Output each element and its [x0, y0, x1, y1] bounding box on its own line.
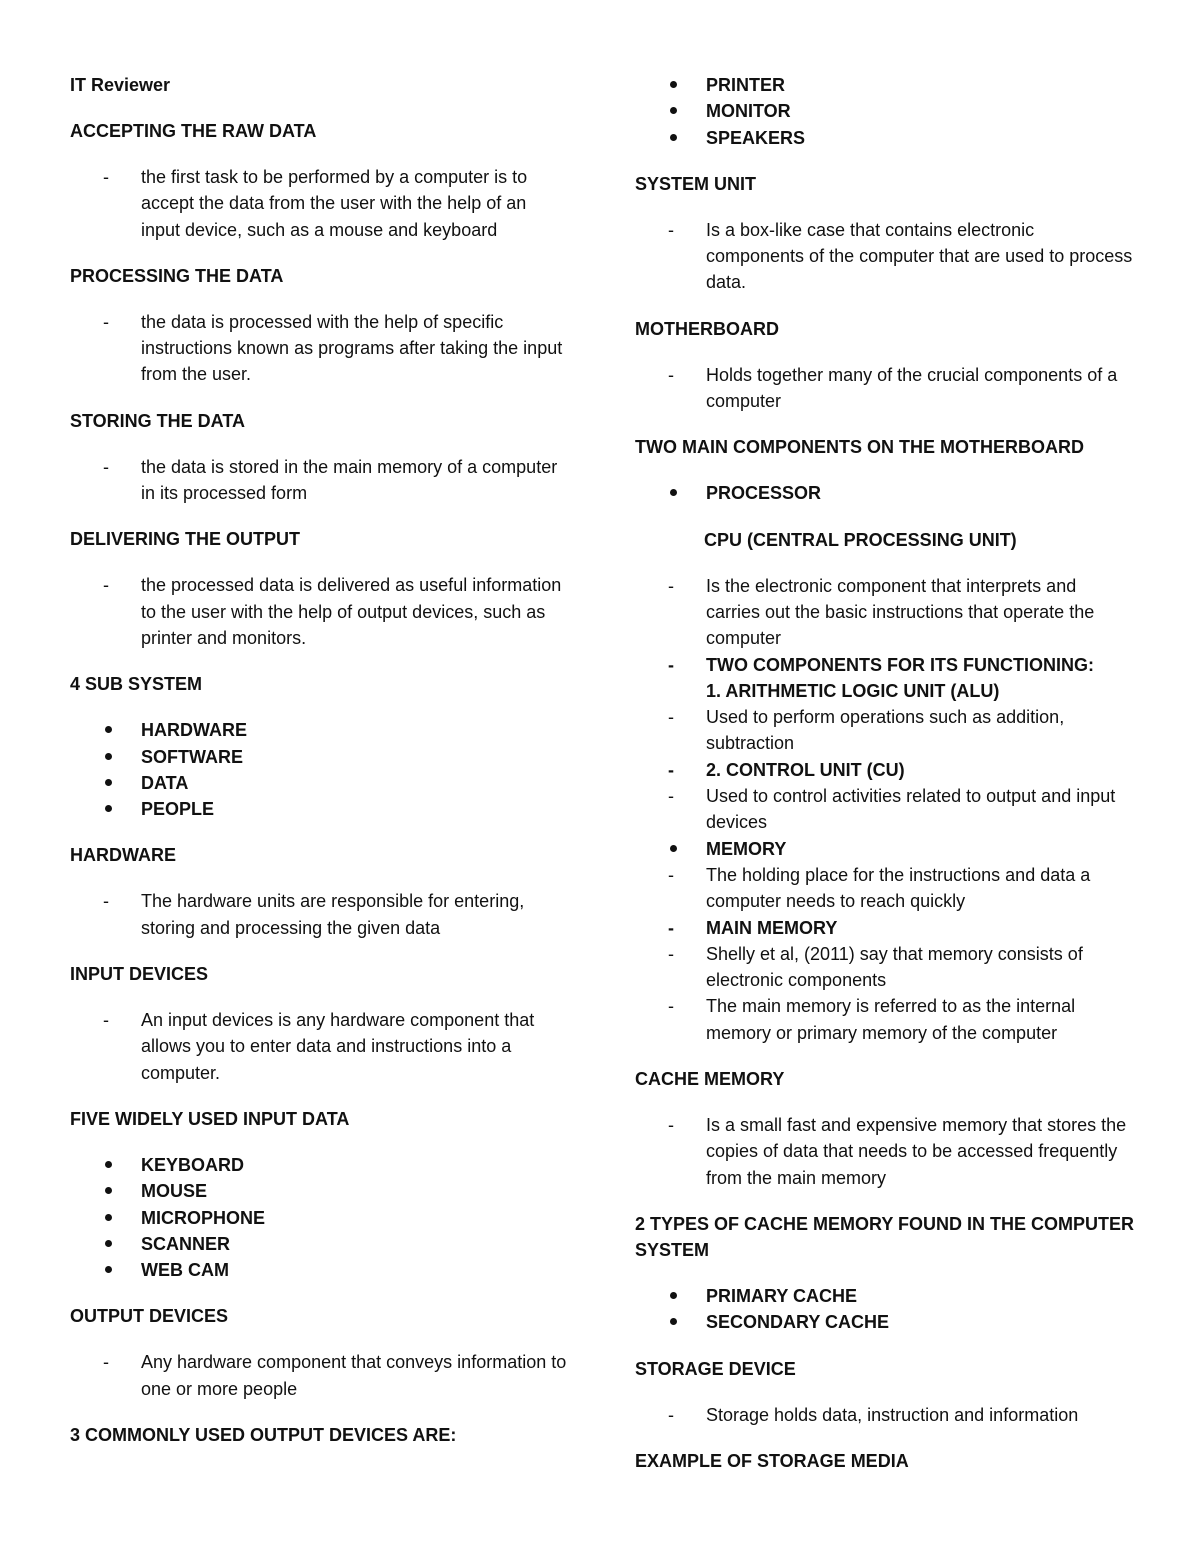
list-item: - The hardware units are responsible for entering, storing and processing the given data — [70, 888, 570, 941]
list-item: PRINTER — [635, 72, 1135, 98]
subsystem-list — [70, 717, 570, 822]
list-item: - Any hardware component that conveys information to one or more people — [70, 1349, 570, 1402]
input-devices-list — [70, 1007, 570, 1086]
list-item: - the processed data is delivered as useful information to the user with the help of output devices, such as printer and monitors. — [70, 572, 570, 651]
alu-line — [635, 678, 1135, 704]
list-item: - The holding place for the instructions and data a computer needs to reach quickly — [635, 862, 1135, 915]
five-input-list — [70, 1152, 570, 1283]
list-item: SCANNER — [70, 1231, 570, 1257]
list-item: - Is the electronic component that interprets and carries out the basic instructions that operate the computer — [635, 573, 1135, 652]
list-item: - Used to perform operations such as addition, subtraction — [635, 704, 1135, 757]
list-item: WEB CAM — [70, 1257, 570, 1283]
output-devices-bullet-list — [635, 72, 1135, 151]
memory-bullet — [635, 836, 1135, 862]
list-item: PRIMARY CACHE — [635, 1283, 1135, 1309]
output-devices-list — [70, 1349, 570, 1402]
list-item: - 2. CONTROL UNIT (CU) — [635, 757, 1135, 783]
delivering-list — [70, 572, 570, 651]
list-item: - Holds together many of the crucial components of a computer — [635, 362, 1135, 415]
list-item: DATA — [70, 770, 570, 796]
cpu-subheading: CPU (CENTRAL PROCESSING UNIT) — [704, 529, 1017, 550]
list-item: - An input devices is any hardware component that allows you to enter data and instructions into a computer. — [70, 1007, 570, 1086]
processor-bullet — [635, 480, 1135, 506]
list-item: MOUSE — [70, 1178, 570, 1204]
right-column — [635, 72, 1135, 1494]
section-heading-subsystem: 4 SUB SYSTEM — [70, 674, 203, 695]
cpu-list-continued — [635, 704, 1135, 835]
memory-list — [635, 862, 1135, 1046]
document-title: IT Reviewer — [70, 75, 171, 95]
list-item: HARDWARE — [70, 717, 570, 743]
list-item: SPEAKERS — [635, 125, 1135, 151]
processing-list — [70, 309, 570, 388]
list-item: - Used to control activities related to output and input devices — [635, 783, 1135, 836]
section-heading-input-devices: INPUT DEVICES — [70, 964, 209, 985]
list-item: KEYBOARD — [70, 1152, 570, 1178]
section-heading-output-devices: OUTPUT DEVICES — [70, 1306, 229, 1327]
section-heading-two-main: TWO MAIN COMPONENTS ON THE MOTHERBOARD — [635, 437, 1084, 458]
section-heading-three-output: 3 COMMONLY USED OUTPUT DEVICES ARE: — [70, 1425, 457, 1446]
section-heading-cache-types: 2 TYPES OF CACHE MEMORY FOUND IN THE COMPUTER SYSTEM — [635, 1213, 1135, 1260]
list-item: - Storage holds data, instruction and information — [635, 1402, 1135, 1428]
list-item: - TWO COMPONENTS FOR ITS FUNCTIONING: — [635, 652, 1135, 678]
accepting-list — [70, 164, 570, 243]
list-item: MEMORY — [635, 836, 1135, 862]
section-heading-accepting: ACCEPTING THE RAW DATA — [70, 121, 317, 141]
section-heading-delivering: DELIVERING THE OUTPUT — [70, 529, 301, 550]
list-item: - Shelly et al, (2011) say that memory consists of electronic components — [635, 941, 1135, 994]
list-item: MONITOR — [635, 98, 1135, 124]
cache-types-list — [635, 1283, 1135, 1336]
section-heading-system-unit: SYSTEM UNIT — [635, 173, 757, 194]
list-item: PEOPLE — [70, 796, 570, 822]
section-heading-processing: PROCESSING THE DATA — [70, 265, 284, 286]
storing-list — [70, 454, 570, 507]
list-item: - the data is stored in the main memory of a computer in its processed form — [70, 454, 570, 507]
list-item: MICROPHONE — [70, 1205, 570, 1231]
list-item: SECONDARY CACHE — [635, 1309, 1135, 1335]
section-heading-cache: CACHE MEMORY — [635, 1069, 785, 1090]
list-item: - the first task to be performed by a computer is to accept the data from the user with the help of an input device, such as a mouse and keyboard — [70, 164, 570, 243]
section-heading-hardware: HARDWARE — [70, 845, 176, 866]
left-column — [70, 72, 570, 1468]
section-heading-five-input: FIVE WIDELY USED INPUT DATA — [70, 1108, 350, 1129]
motherboard-list — [635, 362, 1135, 415]
storage-device-list — [635, 1402, 1135, 1428]
cache-list — [635, 1112, 1135, 1191]
section-heading-storage-device: STORAGE DEVICE — [635, 1358, 796, 1379]
list-item: - Is a small fast and expensive memory that stores the copies of data that needs to be accessed frequently from the main memory — [635, 1112, 1135, 1191]
list-item: - Is a box-like case that contains electronic components of the computer that are used to process data. — [635, 217, 1135, 296]
list-item: - MAIN MEMORY — [635, 915, 1135, 941]
section-heading-storing: STORING THE DATA — [70, 410, 245, 431]
cpu-list — [635, 573, 1135, 678]
list-item: 1. ARITHMETIC LOGIC UNIT (ALU) — [706, 680, 1000, 701]
system-unit-list — [635, 217, 1135, 296]
hardware-list — [70, 888, 570, 941]
section-heading-motherboard: MOTHERBOARD — [635, 318, 779, 339]
section-heading-storage-media: EXAMPLE OF STORAGE MEDIA — [635, 1450, 909, 1471]
list-item: PROCESSOR — [635, 480, 1135, 506]
list-item: - the data is processed with the help of specific instructions known as programs after taking the input from the user. — [70, 309, 570, 388]
list-item: - The main memory is referred to as the internal memory or primary memory of the computer — [635, 993, 1135, 1046]
list-item: SOFTWARE — [70, 744, 570, 770]
